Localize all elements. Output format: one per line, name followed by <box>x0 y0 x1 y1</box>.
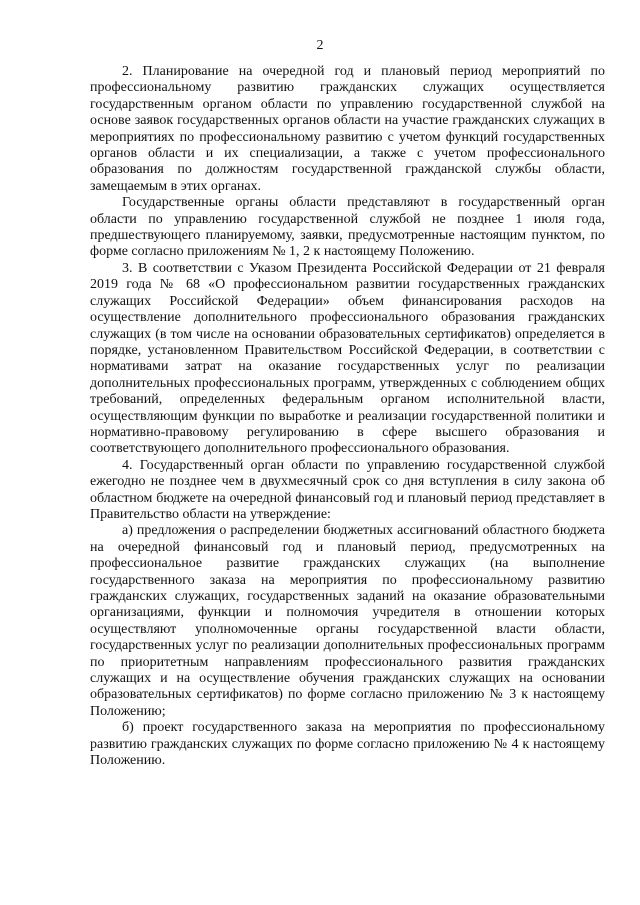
page-number: 2 <box>316 38 324 53</box>
paragraph-4-submission: 4. Государственный орган области по управлению государственной службой ежегодно не позднее чем в двухмесячный срок со дня вступления в силу закона об областном бюджете на очередной финансовый год и плановый период представляет в Правительство области на утверждение: <box>90 457 605 522</box>
paragraph-4a-budget-proposals: а) предложения о распределении бюджетных ассигнований областного бюджета на очередной финансовый год и плановый период, предусмотренных на профессиональное развитие гражданских служащих (на выполнение государственного заказа на мероприятия по профессиональному развитию гражданских служащих, государственных заданий на оказание образовательными организациями, функции и полномочия учредителя в отношении которых осуществляют уполномоченные органы государственной власти области, государственных услуг по реализации дополнительных профессиональных программ по приоритетным направлениям профессионального развития гражданских служащих и на осуществление обучения гражданских служащих на основании образовательных сертификатов) по форме согласно приложению № 3 к настоящему Положению; <box>90 523 605 719</box>
paragraph-3-financing: 3. В соответствии с Указом Президента Российской Федерации от 21 февраля 2019 года № 68 «О профессиональном развитии государственных гражданских служащих Российской Федерации» объем финансирования расходов на осуществление дополнительного профессионального образования гражданских служащих (в том числе на основании образовательных сертификатов) определяется в порядке, установленном Правительством Российской Федерации, в соответствии с нормативами затрат на оказание государственных услуг по реализации дополнительных профессиональных программ, утвержденных с соблюдением общих требований, определенных федеральным органом исполнительной власти, осуществляющим функции по выработке и реализации государственной политики и нормативно-правовому регулированию в сфере высшего образования и соответствующего дополнительного профессионального образования. <box>90 260 605 457</box>
document-body <box>90 64 605 769</box>
paragraph-2-planning: 2. Планирование на очередной год и плановый период мероприятий по профессиональному развитию гражданских служащих осуществляется государственным органом области по управлению государственной службой на основе заявок государственных органов области на участие гражданских служащих в мероприятиях по профессиональному развитию с учетом функций государственных органов области и их специализации, а также с учетом профессионального образования по должностям государственной гражданской службы области, замещаемым в этих органах. <box>90 64 605 194</box>
paragraph-applications-deadline: Государственные органы области представляют в государственный орган области по управлению государственной службой не позднее 1 июля года, предшествующего планируемому, заявки, предусмотренные настоящим пунктом, по форме согласно приложениям № 1, 2 к настоящему Положению. <box>90 195 605 260</box>
paragraph-4b-state-order-draft: б) проект государственного заказа на мероприятия по профессиональному развитию гражданских служащих по форме согласно приложению № 4 к настоящему Положению. <box>90 720 605 769</box>
